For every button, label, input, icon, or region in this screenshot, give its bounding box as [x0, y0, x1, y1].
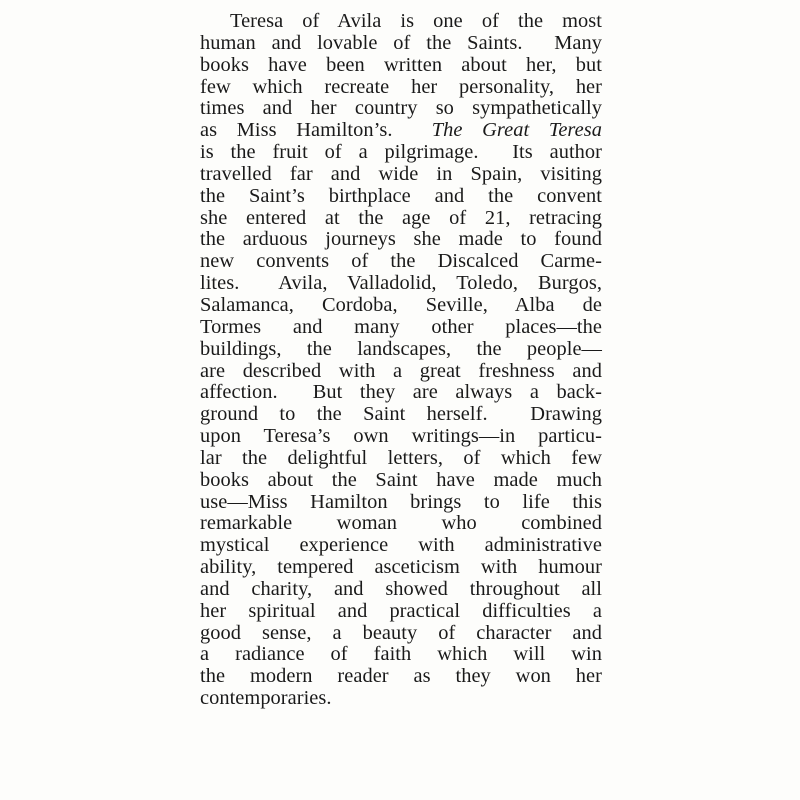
book-blurb-paragraph	[200, 11, 602, 710]
text-line: and charity, and showed throughout all	[200, 577, 602, 600]
text-line: upon Teresa’s own writings—in particu-	[200, 425, 602, 448]
text-line: human and lovable of the Saints. Many	[200, 31, 602, 54]
text-line: good sense, a beauty of character and	[200, 621, 602, 644]
text-line: the arduous journeys she made to found	[200, 228, 602, 251]
text-line: few which recreate her personality, her	[200, 75, 602, 98]
text-line: she entered at the age of 21, retracing	[200, 206, 602, 229]
text-line: a radiance of faith which will win	[200, 643, 602, 666]
book-title: The Great Teresa	[431, 119, 602, 142]
text-line: Tormes and many other places—the	[200, 315, 602, 338]
text-line: her spiritual and practical difficulties a	[200, 599, 602, 622]
text-line: use—Miss Hamilton brings to life this	[200, 490, 602, 513]
text-line: the modern reader as they won her	[200, 665, 602, 688]
text-line: ability, tempered asceticism with humour	[200, 556, 602, 579]
text-line: the Saint’s birthplace and the convent	[200, 184, 602, 207]
text-line: books about the Saint have made much	[200, 468, 602, 491]
text-line: contemporaries.	[200, 687, 332, 710]
text-line: lites. Avila, Valladolid, Toledo, Burgos,	[200, 272, 602, 295]
text-line: mystical experience with administrative	[200, 534, 602, 557]
text-line: affection. But they are always a back-	[200, 381, 602, 404]
text-line: buildings, the landscapes, the people—	[200, 337, 602, 360]
text-line: new convents of the Discalced Carme-	[200, 250, 602, 273]
text-line: times and her country so sympathetically	[200, 97, 602, 120]
text-line: Salamanca, Cordoba, Seville, Alba de	[200, 293, 602, 316]
text-line: ground to the Saint herself. Drawing	[200, 403, 602, 426]
text-line: Teresa of Avila is one of the most	[230, 10, 602, 32]
text-line: lar the delightful letters, of which few	[200, 446, 602, 469]
text-line: is the fruit of a pilgrimage. Its author	[200, 141, 602, 164]
text-line: are described with a great freshness and	[200, 359, 602, 382]
text-line: travelled far and wide in Spain, visiting	[200, 162, 602, 185]
text-line: as Miss Hamilton’s. The Great Teresa	[200, 119, 602, 142]
text-line: books have been written about her, but	[200, 53, 602, 76]
text-line: remarkable woman who combined	[200, 512, 602, 535]
